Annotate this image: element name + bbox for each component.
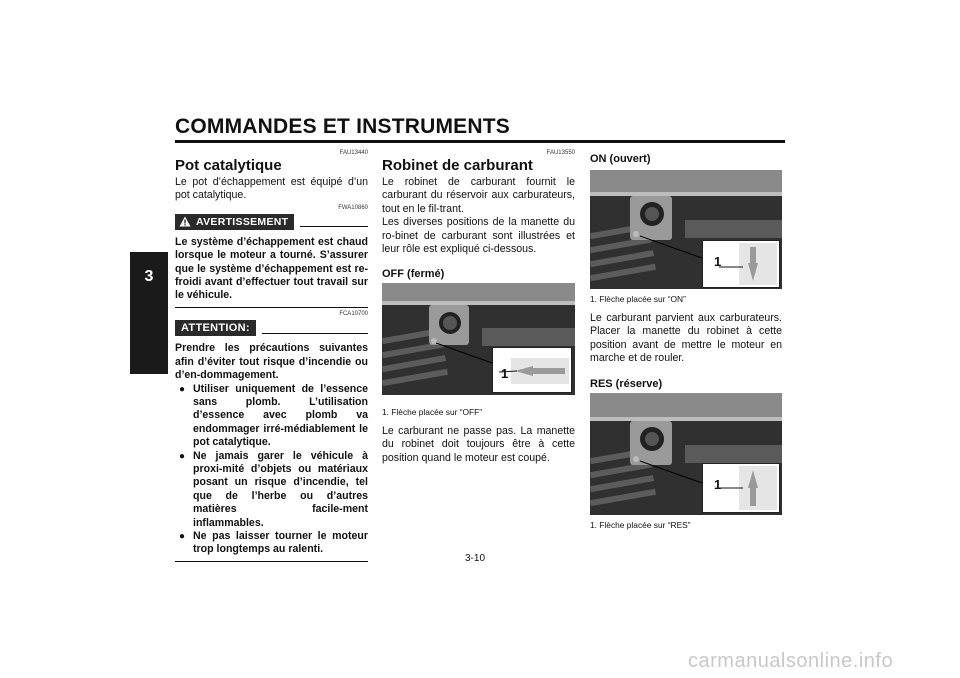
res-callout-number: 1 bbox=[714, 477, 722, 492]
photo-res-position bbox=[590, 393, 782, 515]
page-title: COMMANDES ET INSTRUMENTS bbox=[175, 115, 510, 138]
on-caption: 1. Flèche placée sur “ON” bbox=[590, 294, 686, 304]
catalytic-intro: Le pot d’échappement est équipé d’un pot catalytique. bbox=[175, 176, 368, 202]
ref-code: FCA10700 bbox=[339, 311, 368, 318]
ref-code: FAU13550 bbox=[546, 150, 575, 156]
off-callout-number: 1 bbox=[501, 366, 509, 381]
warning-line bbox=[300, 226, 368, 227]
res-caption: 1. Flèche placée sur “RES” bbox=[590, 520, 691, 530]
warning-label: AVERTISSEMENT bbox=[196, 215, 289, 228]
precautions-list bbox=[175, 383, 368, 557]
fuel-cock-para-2: Les diverses positions de la manette du ro-binet de carburant sont illustrées et leur rôle est expliqué ci-dessous. bbox=[382, 216, 575, 256]
res-heading: RES (réserve) bbox=[590, 378, 663, 390]
warning-header bbox=[175, 214, 368, 230]
off-heading: OFF (fermé) bbox=[382, 268, 445, 281]
on-description: Le carburant parvient aux carburateurs. Placer la manette du robinet à cette position avant de mettre le moteur en marche et de rouler. bbox=[590, 312, 782, 365]
on-heading: ON (ouvert) bbox=[590, 153, 651, 165]
off-caption: 1. Flèche placée sur “OFF” bbox=[382, 407, 483, 417]
watermark: carmanualsonline.info bbox=[688, 650, 894, 672]
chapter-tab: 3 bbox=[130, 252, 168, 374]
fuel-cock-para-1: Le robinet de carburant fournit le carburant du réservoir aux carburateurs, tout en le fil-trant. bbox=[382, 176, 575, 215]
list-item: ● Ne pas laisser tourner le moteur trop longtemps au ralenti. bbox=[175, 530, 368, 557]
attention-header bbox=[175, 320, 368, 336]
column-1 bbox=[175, 150, 368, 562]
title-rule bbox=[175, 140, 785, 143]
off-description: Le carburant ne passe pas. La manette du robinet doit toujours être à cette position quand le moteur est coupé. bbox=[382, 425, 575, 464]
column-2 bbox=[382, 150, 575, 280]
photo-on-position bbox=[590, 170, 782, 289]
attention-end-rule bbox=[175, 561, 368, 563]
attention-text: Prendre les précautions suivantes afin d’éviter tout risque d’incendie ou d’en-dommagement. bbox=[175, 342, 368, 382]
ref-code: FAU13440 bbox=[339, 150, 368, 156]
section-heading-catalytic: Pot catalytique bbox=[175, 157, 282, 174]
photo-off-position bbox=[382, 283, 575, 395]
attention-line bbox=[262, 333, 368, 334]
warning-label-box bbox=[175, 214, 294, 230]
page-number: 3-10 bbox=[465, 553, 486, 564]
on-callout-number: 1 bbox=[714, 254, 722, 269]
section-heading-fuel-cock: Robinet de carburant bbox=[382, 157, 533, 174]
warning-end-rule bbox=[175, 307, 368, 309]
attention-label: ATTENTION: bbox=[175, 320, 256, 336]
list-item: ● Utiliser uniquement de l’essence sans plomb. L’utilisation d’essence avec plomb va endommager irré-médiablement le pot catalytique. bbox=[175, 383, 368, 450]
list-item: ● Ne jamais garer le véhicule à proxi-mité d’objets ou matériaux posant un risque d’incendie, tel que de l’herbe ou d’autres matières facile-ment inflammables. bbox=[175, 450, 368, 530]
ref-code: FWA10860 bbox=[338, 204, 368, 211]
warning-text: Le système d’échappement est chaud lorsque le moteur a tourné. S’assurer que le système d’échappement est re-froidi avant d’effectuer tout travail sur le véhicule. bbox=[175, 235, 368, 302]
warning-triangle-icon bbox=[179, 216, 191, 227]
